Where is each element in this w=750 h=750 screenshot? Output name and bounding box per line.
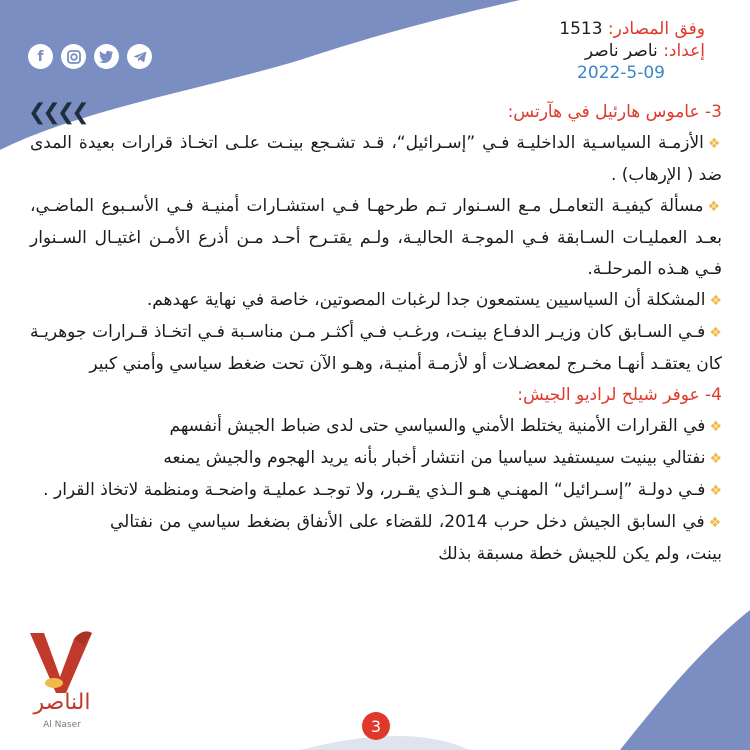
social-links (28, 44, 152, 69)
sources-line (405, 18, 705, 40)
paragraph (30, 443, 722, 475)
section-title (30, 380, 722, 411)
twitter-icon[interactable] (94, 44, 119, 69)
diamond-bullet-icon: ❖ (709, 293, 722, 309)
diamond-bullet-icon: ❖ (709, 451, 722, 467)
paragraph-text: الأزمـة السياسـية الداخليـة فـي ”إسـرائيل“، قـد تشـجع بينـت علـى اتخـاذ قرارات بعيدة المدى ضد ( الإرهاب) . (30, 133, 722, 185)
paragraph (30, 507, 722, 570)
paragraph-text: المشكلة أن السياسيين يستمعون جدا لرغبات المصوتين، خاصة في نهاية عهدهم. (146, 290, 706, 310)
diamond-bullet-icon: ❖ (708, 515, 722, 531)
paragraph (30, 285, 722, 317)
section-title-text: 4- عوفر شيلح لراديو الجيش: (517, 385, 722, 405)
chevrons-icon: ❮❮❮❮ (28, 100, 86, 125)
logo-latin-text: Al Naser (43, 720, 81, 730)
paragraph-text: مسألة كيفيـة التعامـل مـع السـنوار تـم طرحهـا فـي استشـارات أمنيـة فـي الأسـبوع الماضـي، بعـد العمليـات السـابقة فـي الموجـة الحاليـة، ولـم يقتـرح أحـد مـن أذرع الأمـن اغتيـال السـنوار فـي هـذه المرحلـة. (30, 196, 722, 279)
paragraph (30, 411, 722, 443)
sources-value: 1513 (559, 19, 608, 39)
section-title-text: 3- عاموس هارئيل في هآرتس: (507, 102, 722, 122)
section-title (30, 97, 722, 128)
prepared-label: إعداد: (663, 41, 705, 61)
header-info (405, 18, 705, 84)
paragraph (30, 475, 722, 507)
date-text: 2022-5-09 (577, 63, 665, 83)
paragraph-text: فـي السـابق كان وزيـر الدفـاع بينـت، ورغـب فـي أكثـر مـن مناسـبة فـي اتخـاذ قـرارات جوهريـة كان يعتقـد أنهـا مخـرج لمعضـلات أو لأزمـة أمنيـة، وهـو الآن تحت ضغط سياسي وأمني كبير (30, 322, 722, 374)
paragraph-text: نفتالي بينيت سيستفيد سياسيا من انتشار أخبار بأنه يريد الهجوم والجيش يمنعه (163, 448, 706, 468)
diamond-bullet-icon: ❖ (707, 136, 722, 152)
telegram-icon[interactable] (127, 44, 152, 69)
paragraph-text: فـي دولـة ”إسـرائيل“ المهنـي هـو الـذي يقـرر، ولا توجـد عمليـة واضحـة ومنظمة لاتخاذ القرار . (43, 480, 706, 500)
page-number-badge: 3 (362, 712, 390, 740)
logo-arabic-text: الناصر (33, 690, 91, 715)
sources-label: وفق المصادر: (607, 19, 705, 39)
diamond-bullet-icon: ❖ (709, 483, 722, 499)
diamond-bullet-icon: ❖ (709, 325, 722, 341)
prepared-value: ناصر ناصر (584, 41, 664, 61)
paragraph-text: في القرارات الأمنية يختلط الأمني والسياسي حتى لدى ضباط الجيش أنفسهم (169, 416, 706, 436)
diamond-bullet-icon: ❖ (707, 199, 722, 215)
facebook-icon[interactable]: f (28, 44, 53, 69)
paragraph (30, 191, 722, 285)
paragraph-text: في السابق الجيش دخل حرب 2014، للقضاء على الأنفاق بضغط سياسي من نفتالي بينت، ولم يكن للجيش خطة مسبقة بذلك (110, 512, 722, 564)
article-content (30, 97, 722, 570)
paragraph (30, 128, 722, 191)
instagram-icon[interactable] (61, 44, 86, 69)
prepared-by-line (405, 40, 705, 62)
diamond-bullet-icon: ❖ (709, 419, 722, 435)
paragraph (30, 317, 722, 380)
